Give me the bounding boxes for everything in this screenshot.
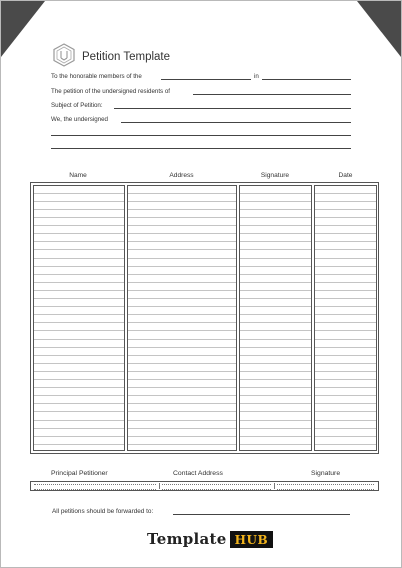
subject-field[interactable] — [114, 108, 351, 109]
column-header-signature: Signature — [260, 172, 290, 179]
forward-to-label: All petitions should be forwarded to: — [52, 508, 154, 515]
corner-decoration-right — [357, 1, 401, 57]
divider — [274, 483, 275, 489]
residents-field[interactable] — [193, 94, 351, 95]
name-column[interactable] — [33, 185, 125, 451]
column-header-address: Address — [169, 172, 194, 179]
column-header-date: Date — [338, 172, 353, 179]
signature-table — [30, 182, 379, 454]
forward-to-field[interactable] — [173, 514, 350, 515]
contact-address-label: Contact Address — [173, 470, 223, 477]
brand-name-part2: HUB — [230, 531, 273, 548]
template-hub-logo-icon — [53, 43, 75, 67]
date-column[interactable] — [314, 185, 377, 451]
subject-label: Subject of Petition: — [51, 102, 103, 109]
brand-name-part1: Template — [147, 530, 227, 548]
brand-logo — [147, 529, 273, 549]
contact-address-field[interactable] — [162, 484, 271, 490]
corner-decoration-left — [1, 1, 45, 57]
members-field[interactable] — [161, 79, 251, 80]
to-members-label: To the honorable members of the — [51, 73, 142, 80]
statement-field-3[interactable] — [51, 148, 351, 149]
address-column[interactable] — [127, 185, 237, 451]
signature-column[interactable] — [239, 185, 312, 451]
divider — [159, 483, 160, 489]
principal-petitioner-row — [30, 481, 379, 491]
principal-petitioner-label: Principal Petitioner — [51, 470, 108, 477]
column-header-name: Name — [69, 172, 87, 179]
statement-field-2[interactable] — [51, 135, 351, 136]
principal-petitioner-field[interactable] — [34, 484, 156, 490]
statement-field-1[interactable] — [121, 122, 351, 123]
in-label: in — [254, 73, 259, 80]
petition-of-label: The petition of the undersigned residents of — [51, 88, 171, 95]
location-field[interactable] — [262, 79, 351, 80]
principal-signature-field[interactable] — [277, 484, 374, 490]
bottom-signature-label: Signature — [311, 470, 341, 477]
we-undersigned-label: We, the undersigned — [51, 116, 108, 123]
page-title: Petition Template — [82, 51, 171, 63]
